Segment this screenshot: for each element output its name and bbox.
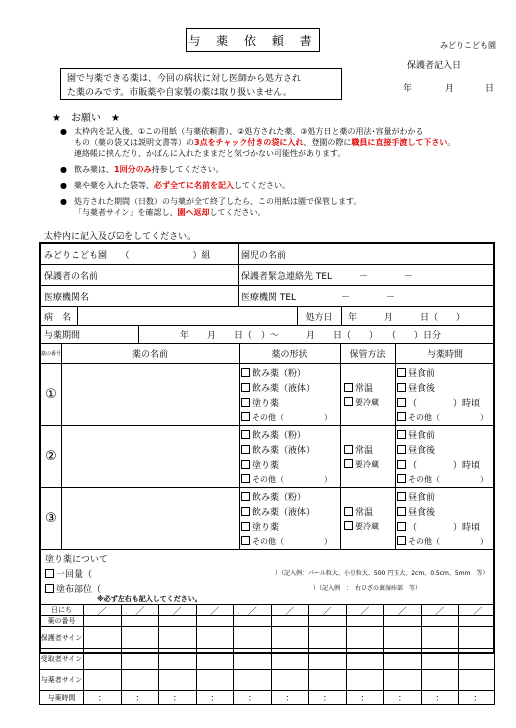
disease-label: 病 名 <box>44 312 72 323</box>
log-cell[interactable] <box>459 616 497 626</box>
log-cell[interactable] <box>384 627 422 648</box>
log-cell[interactable]: ： <box>272 691 310 704</box>
option-label: 昼食前 <box>408 369 436 379</box>
log-cell[interactable] <box>122 616 160 626</box>
rx-date-field[interactable]: 年 月 日（ ） <box>348 312 466 323</box>
checkbox[interactable] <box>397 398 406 407</box>
col-time-header: 与薬時間 <box>426 350 463 360</box>
log-cell[interactable] <box>347 649 385 669</box>
log-cell[interactable] <box>197 649 235 669</box>
request-1-emphasis-2: 職員に直接手渡して下さい <box>351 138 448 147</box>
log-cell[interactable]: ／ <box>347 605 385 615</box>
option-label: 一回量（ <box>56 570 93 580</box>
log-row-label: 与薬者サイン <box>40 670 84 690</box>
option-label: その他（ ） <box>252 537 332 546</box>
time-option-after-lunch[interactable] <box>397 381 435 394</box>
form-row-class <box>41 244 493 265</box>
medicine-number-3: ③ <box>45 511 57 526</box>
form-option-liquid[interactable] <box>241 381 315 394</box>
request-item-3 <box>60 180 500 191</box>
log-cell[interactable]: ： <box>347 691 385 704</box>
checkbox[interactable] <box>397 430 406 439</box>
log-cell[interactable] <box>459 649 497 669</box>
log-cell[interactable] <box>309 627 347 648</box>
option-label: 昼食後 <box>408 508 436 518</box>
checkbox[interactable] <box>397 522 406 531</box>
checkbox[interactable] <box>241 522 250 531</box>
title-text: 与 薬 依 頼 書 <box>188 33 318 48</box>
topical-site[interactable] <box>45 582 101 595</box>
log-cell[interactable]: ： <box>309 691 347 704</box>
checkbox[interactable] <box>397 474 406 483</box>
request-1-text-b: もの（薬の袋又は説明文書等）の <box>74 138 194 147</box>
log-row-label: 与薬時間 <box>40 691 84 704</box>
form-option-other[interactable] <box>241 536 332 547</box>
requests-list <box>60 126 500 223</box>
log-row-label: 薬の番号 <box>40 616 84 626</box>
request-4-text-b: 「与薬者サイン」を確認し、 <box>74 208 178 217</box>
log-cell[interactable] <box>272 670 310 690</box>
emergency-tel-field[interactable]: 保護者緊急連絡先 TEL － － <box>241 271 414 282</box>
storage-option-fridge[interactable] <box>344 397 379 408</box>
medicine-number-1: ① <box>45 387 57 402</box>
checkbox[interactable] <box>397 368 406 377</box>
medicine-row-1 <box>41 364 493 426</box>
log-cell[interactable]: ： <box>473 694 483 704</box>
request-1-text-e: 連絡帳に挟んだり、かばんに入れたままだと気づかない可能性があります。 <box>74 149 346 158</box>
log-cell[interactable] <box>384 616 422 626</box>
log-cell[interactable] <box>347 616 385 626</box>
log-cell[interactable] <box>159 616 197 626</box>
option-label: その他（ ） <box>408 413 488 422</box>
option-label: その他（ ） <box>408 475 488 484</box>
medicine-table-header <box>41 344 493 364</box>
form-option-liquid[interactable] <box>241 443 315 456</box>
checkbox[interactable] <box>397 492 406 501</box>
request-3-text-b: してください。 <box>234 181 290 190</box>
checkbox[interactable] <box>241 412 250 421</box>
log-cell[interactable] <box>234 616 272 626</box>
log-cell[interactable] <box>347 670 385 690</box>
medicine-number-2: ② <box>45 449 57 464</box>
medicine-name-field[interactable] <box>61 364 239 425</box>
medicine-row-2 <box>41 426 493 488</box>
log-row-label: 日にち <box>40 605 84 615</box>
form-option-other[interactable] <box>241 474 332 485</box>
log-cell[interactable]: ／ <box>309 605 347 615</box>
log-cell[interactable]: ／ <box>84 605 122 615</box>
date-month-unit: 月 <box>445 84 455 94</box>
page-title <box>186 28 320 52</box>
log-cell[interactable]: ： <box>84 691 122 704</box>
option-label: 飲み薬（粉） <box>252 431 307 441</box>
topical-heading: 塗り薬について <box>45 555 108 565</box>
checkbox[interactable] <box>241 536 250 545</box>
log-row <box>39 691 495 705</box>
option-label: （ ）時頃 <box>408 399 481 409</box>
log-cell[interactable] <box>422 649 460 669</box>
log-cell[interactable] <box>422 627 460 648</box>
clinic-name-field[interactable]: 医療機関名 <box>44 292 90 303</box>
log-row <box>39 627 495 649</box>
log-cell[interactable]: ／ <box>384 605 422 615</box>
request-1-text-a: 太枠内を記入後、①この用紙（与薬依頼書）、②処方された薬、③処方日と薬の用法･容量がわかる <box>74 127 424 136</box>
log-cell[interactable] <box>197 627 235 648</box>
request-4-emphasis: 園へ返却 <box>177 208 210 217</box>
request-item-2 <box>60 164 500 175</box>
checkbox[interactable] <box>241 460 250 469</box>
time-option-other[interactable] <box>397 412 488 423</box>
form-option-topical[interactable] <box>241 396 279 409</box>
log-cell[interactable] <box>459 670 497 690</box>
option-label: 飲み薬（液体） <box>252 446 316 456</box>
request-2-text-a: 飲み薬は、 <box>74 165 114 174</box>
topical-note: ※必ず左右も記入してください。 <box>97 595 202 603</box>
checkbox[interactable] <box>241 445 250 454</box>
topical-section <box>41 550 493 606</box>
topical-once-amount[interactable] <box>45 567 92 580</box>
time-option-before-lunch[interactable] <box>397 428 435 441</box>
checkbox[interactable] <box>241 398 250 407</box>
disease-field[interactable] <box>77 307 297 325</box>
time-option-other[interactable] <box>397 474 488 485</box>
form-option-other[interactable] <box>241 412 332 423</box>
checkbox[interactable] <box>241 368 250 377</box>
option-label: 飲み薬（液体） <box>252 384 316 394</box>
storage-option-fridge[interactable] <box>344 459 379 470</box>
log-cell[interactable] <box>384 649 422 669</box>
option-label: その他（ ） <box>252 475 332 484</box>
time-option-after-lunch[interactable] <box>397 505 435 518</box>
log-row <box>39 616 495 627</box>
log-cell[interactable]: ／ <box>422 605 460 615</box>
checkbox[interactable] <box>344 445 353 454</box>
checkbox[interactable] <box>344 459 353 468</box>
log-cell[interactable] <box>84 649 122 669</box>
log-cell[interactable] <box>122 627 160 648</box>
log-cell[interactable]: ／ <box>159 605 197 615</box>
form-option-topical[interactable] <box>241 458 279 471</box>
checkbox[interactable] <box>397 507 406 516</box>
option-label: 昼食前 <box>408 431 436 441</box>
option-label: 昼食前 <box>408 493 436 503</box>
storage-option-fridge[interactable] <box>344 521 379 532</box>
log-row-label: 保護者サイン <box>40 627 84 648</box>
log-cell[interactable]: ： <box>197 691 235 704</box>
request-2-text-b: 持参してください。 <box>151 165 224 174</box>
option-label: 飲み薬（粉） <box>252 369 307 379</box>
class-field[interactable]: みどりこども園 （ ）組 <box>44 250 211 261</box>
checkbox[interactable] <box>397 445 406 454</box>
guardian-date-label: 保護者記入日 <box>407 61 462 71</box>
log-cell[interactable] <box>234 670 272 690</box>
option-label: 要冷蔵 <box>355 522 379 531</box>
form-option-powder[interactable] <box>241 490 306 503</box>
period-label: 与薬期間 <box>44 331 81 341</box>
log-cell[interactable] <box>84 627 122 648</box>
option-label: 常温 <box>355 384 374 394</box>
form-row-period <box>41 326 493 344</box>
form-option-powder[interactable] <box>241 366 306 379</box>
checkbox[interactable] <box>397 383 406 392</box>
option-label: その他（ ） <box>252 413 332 422</box>
fill-instruction: 太枠内に記入及び☑をしてください。 <box>44 232 197 242</box>
rx-date-label: 処方日 <box>305 312 333 323</box>
option-label: 昼食後 <box>408 384 436 394</box>
col-storage-header: 保管方法 <box>349 350 386 360</box>
log-cell[interactable] <box>84 616 122 626</box>
checkbox[interactable] <box>241 507 250 516</box>
log-cell[interactable]: ： <box>384 691 422 704</box>
log-cell[interactable] <box>122 649 160 669</box>
log-row <box>39 649 495 670</box>
request-item-4 <box>60 196 500 218</box>
col-number-header: 薬の番号 <box>41 350 62 357</box>
medicine-name-field[interactable] <box>61 426 239 487</box>
option-label: その他（ ） <box>408 537 488 546</box>
log-cell[interactable] <box>159 649 197 669</box>
option-label: 昼食後 <box>408 446 436 456</box>
log-cell[interactable] <box>459 627 497 648</box>
option-label: 常温 <box>355 508 374 518</box>
request-3-text-a: 薬や薬を入れた袋等、 <box>74 181 154 190</box>
log-cell[interactable]: ： <box>122 691 160 704</box>
log-cell[interactable] <box>272 627 310 648</box>
log-cell[interactable] <box>309 649 347 669</box>
time-option-hour[interactable] <box>397 520 480 533</box>
time-option-hour[interactable] <box>397 458 480 471</box>
storage-option-room[interactable] <box>344 443 373 456</box>
checkbox[interactable] <box>397 536 406 545</box>
log-cell[interactable] <box>159 627 197 648</box>
log-cell[interactable]: ／ <box>473 606 483 617</box>
form-row-disease <box>41 307 493 326</box>
checkbox[interactable] <box>344 521 353 530</box>
period-field[interactable]: 年 月 日（ ）～ 月 日（ ） （ ）日分 <box>180 331 442 341</box>
checkbox[interactable] <box>344 507 353 516</box>
log-cell[interactable] <box>309 670 347 690</box>
log-cell[interactable] <box>272 616 310 626</box>
time-option-before-lunch[interactable] <box>397 366 435 379</box>
time-option-other[interactable] <box>397 536 488 547</box>
option-label: 飲み薬（粉） <box>252 493 307 503</box>
form-option-powder[interactable] <box>241 428 306 441</box>
medicine-name-field[interactable] <box>61 488 239 549</box>
log-cell[interactable]: ： <box>159 691 197 704</box>
form-option-liquid[interactable] <box>241 505 315 518</box>
request-2-emphasis: 1回分のみ <box>114 165 152 174</box>
date-day-unit: 日 <box>485 84 495 94</box>
log-cell[interactable]: ： <box>422 691 460 704</box>
option-label: （ ）時頃 <box>408 461 481 471</box>
option-label: 塗布部位（ <box>56 585 102 595</box>
checkbox[interactable] <box>45 569 54 578</box>
time-option-hour[interactable] <box>397 396 480 409</box>
log-cell[interactable]: ／ <box>197 605 235 615</box>
checkbox[interactable] <box>344 397 353 406</box>
notice-box <box>60 68 342 100</box>
log-cell[interactable]: ： <box>234 691 272 704</box>
checkbox[interactable] <box>241 430 250 439</box>
log-cell[interactable] <box>84 670 122 690</box>
checkbox[interactable] <box>45 584 54 593</box>
checkbox[interactable] <box>241 474 250 483</box>
log-cell[interactable] <box>197 616 235 626</box>
request-4-text-a: 処方された期間（日数）の与薬が全て終了したら、この用紙は園で保管します。 <box>74 197 362 206</box>
option-label: 塗り薬 <box>252 523 280 533</box>
option-label: 飲み薬（液体） <box>252 508 316 518</box>
storage-option-room[interactable] <box>344 381 373 394</box>
log-row <box>39 670 495 691</box>
col-name-header: 薬の名前 <box>131 350 168 360</box>
log-cell[interactable] <box>422 616 460 626</box>
log-cell[interactable] <box>422 670 460 690</box>
log-cell[interactable]: ／ <box>272 605 310 615</box>
checkbox[interactable] <box>241 383 250 392</box>
request-3-emphasis: 必ず全てに名前を記入 <box>154 181 234 190</box>
request-1-text-d: 。 <box>447 138 456 147</box>
checkbox[interactable] <box>344 383 353 392</box>
notice-line-2: た薬のみです。市販薬や自家製の薬は取り扱いません。 <box>67 88 292 98</box>
log-cell[interactable] <box>384 670 422 690</box>
storage-option-room[interactable] <box>344 505 373 518</box>
clinic-tel-field[interactable]: 医療機関 TEL － － <box>241 292 396 303</box>
option-label: 要冷蔵 <box>355 460 379 469</box>
requests-heading: ★ お願い ★ <box>52 113 120 124</box>
time-option-before-lunch[interactable] <box>397 490 435 503</box>
checkbox[interactable] <box>397 412 406 421</box>
request-item-1 <box>60 126 500 159</box>
log-cell[interactable] <box>197 670 235 690</box>
option-label: （ ）時頃 <box>408 523 481 533</box>
form-option-topical[interactable] <box>241 520 279 533</box>
log-cell[interactable]: ／ <box>234 605 272 615</box>
checkbox[interactable] <box>397 460 406 469</box>
time-option-after-lunch[interactable] <box>397 443 435 456</box>
option-label: 要冷蔵 <box>355 398 379 407</box>
log-row <box>39 604 495 616</box>
log-cell[interactable] <box>347 627 385 648</box>
option-label: 塗り薬 <box>252 399 280 409</box>
request-1-emphasis-1: 3点をチャック付きの袋に入れ <box>194 138 304 147</box>
child-name-field[interactable]: 園児の名前 <box>241 250 287 261</box>
request-1-text-c: 、登園の際に <box>303 138 352 147</box>
notice-line-1: 園で与薬できる薬は、今回の病状に対し医師から処方され <box>67 74 302 84</box>
request-4-text-c: してください。 <box>209 208 266 217</box>
log-row-label: 受取者サイン <box>40 649 84 669</box>
topical-site-example: ）（記入例 ： 右ひざの裏湿疹部 等） <box>313 585 422 592</box>
request-form <box>39 242 495 654</box>
form-row-clinic <box>41 286 493 307</box>
guardian-name-field[interactable]: 保護者の名前 <box>44 271 99 282</box>
topical-once-example: ）（記入例：パール粒大、小豆粒大、500 円玉大、2cm、0.5cm、5mm 等） <box>275 570 489 577</box>
checkbox[interactable] <box>241 492 250 501</box>
date-year-unit: 年 <box>403 84 413 94</box>
medicine-row-3 <box>41 488 493 550</box>
log-cell[interactable] <box>234 627 272 648</box>
log-cell[interactable] <box>309 616 347 626</box>
log-cell[interactable] <box>234 649 272 669</box>
school-name: みどりこども園 <box>440 41 496 50</box>
option-label: 塗り薬 <box>252 461 280 471</box>
col-form-header: 薬の形状 <box>271 350 308 360</box>
log-cell[interactable]: ／ <box>122 605 160 615</box>
log-cell[interactable] <box>122 670 160 690</box>
log-cell[interactable] <box>272 649 310 669</box>
form-row-guardian <box>41 265 493 286</box>
option-label: 常温 <box>355 446 374 456</box>
log-cell[interactable] <box>159 670 197 690</box>
